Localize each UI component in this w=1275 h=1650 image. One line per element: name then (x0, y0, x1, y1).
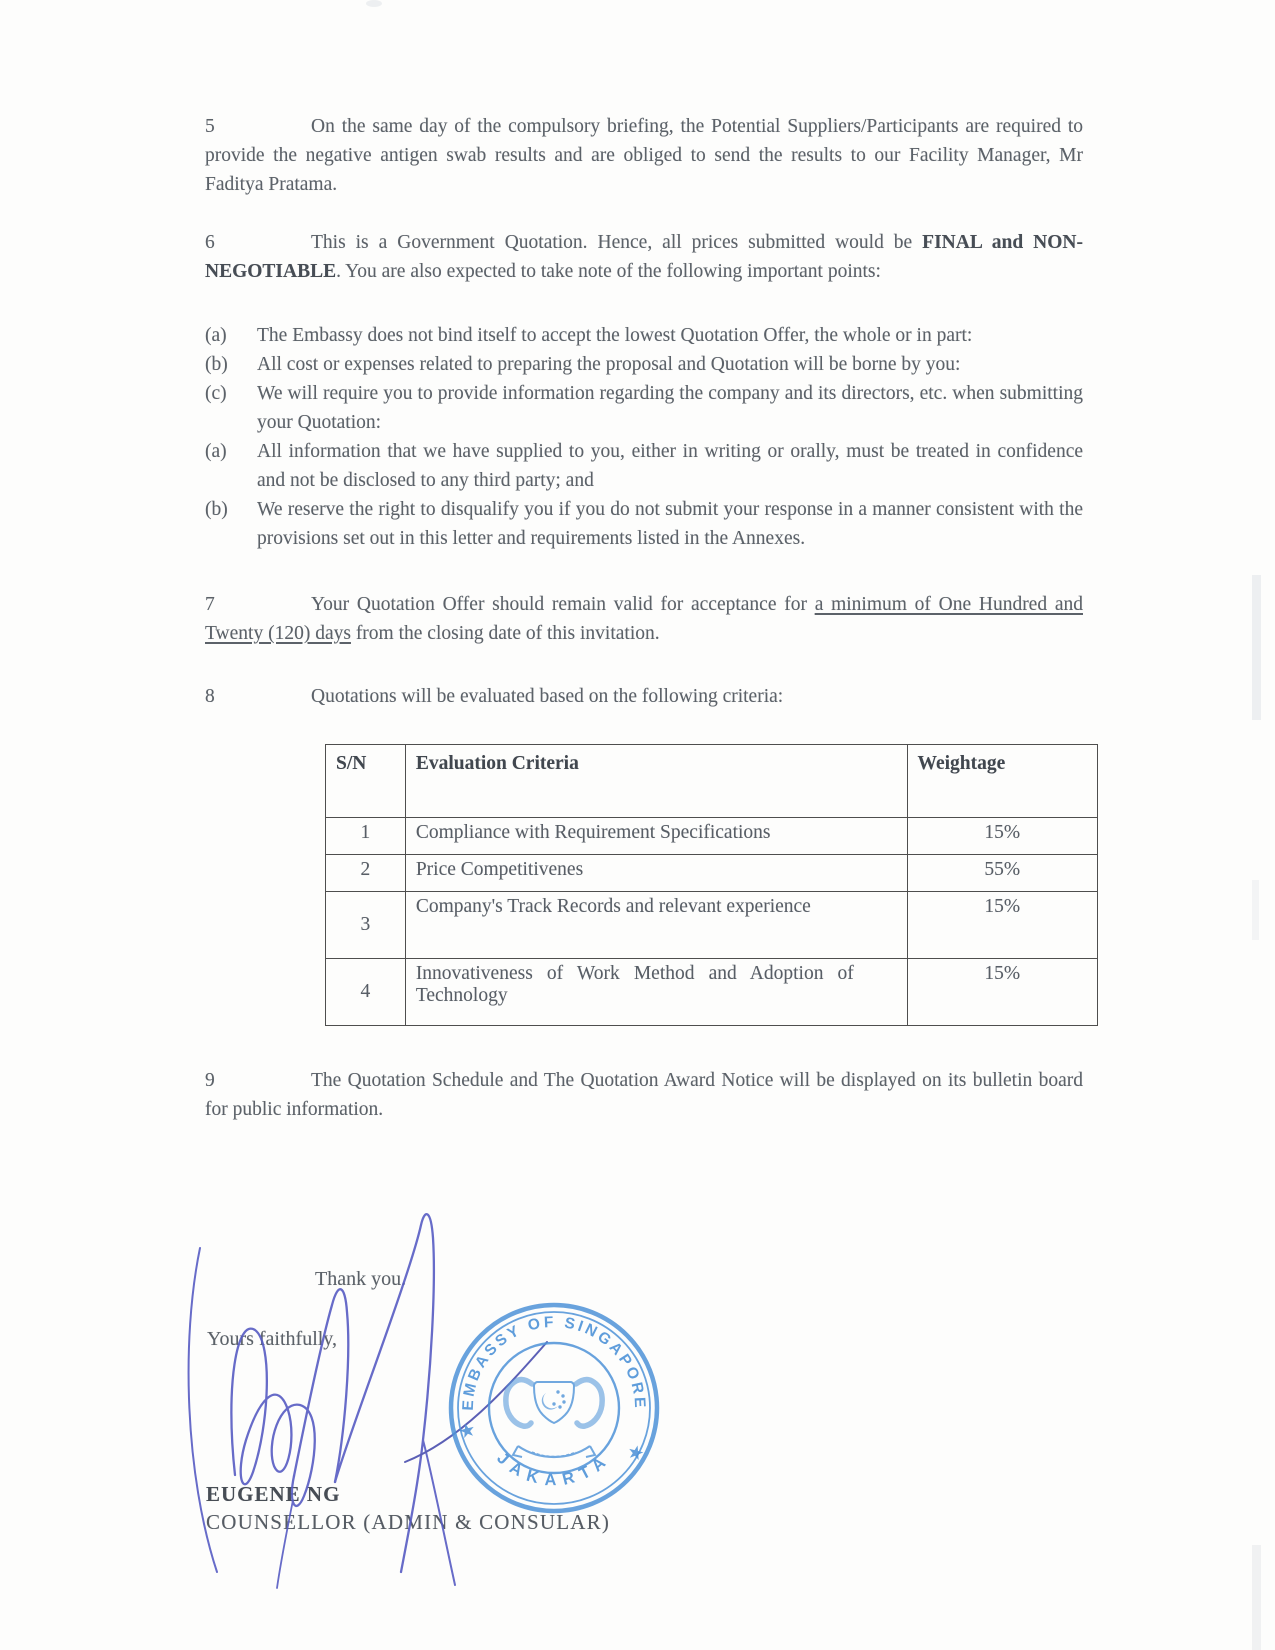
evaluation-table-container (325, 744, 1098, 1026)
paragraph-7-text-1: Your Quotation Offer should remain valid for acceptance for (311, 594, 815, 615)
paragraph-8-number: 8 (205, 686, 215, 707)
paragraph-8-text: Quotations will be evaluated based on the following criteria: (311, 686, 784, 707)
paragraph-9-text: The Quotation Schedule and The Quotation Award Notice will be displayed on its bulletin board for public information. (205, 1070, 1083, 1120)
svg-text:EMBASSY OF SINGAPORE (460, 1314, 648, 1411)
stamp-inner-ring (489, 1343, 619, 1473)
cell-criteria: Innovativeness of Work Method and Adoption of Technology (405, 959, 907, 1026)
header-weightage: Weightage (907, 745, 1097, 818)
table-row (326, 892, 1098, 959)
paragraph-8 (205, 682, 1083, 711)
stamp-right-star-icon: ★ (624, 1441, 647, 1466)
stamp-left-star-icon: ★ (456, 1419, 479, 1444)
list-item (205, 350, 1083, 379)
header-criteria: Evaluation Criteria (405, 745, 907, 818)
signer-name: EUGENE NG (206, 1482, 341, 1506)
svg-text:JAKARTA (493, 1449, 614, 1489)
list-item-label: (c) (205, 383, 227, 404)
paragraph-6-text-2: . You are also expected to take note of the following important points: (336, 261, 881, 282)
scan-artifact (366, 0, 382, 7)
stamp-outer-ring (451, 1305, 657, 1511)
cell-weightage: 15% (907, 959, 1097, 1026)
list-item-text: We will require you to provide information regarding the company and its directors, etc. when submitting your Quotation: (257, 383, 1083, 433)
list-item-label: (b) (205, 354, 228, 375)
scan-artifact (1252, 880, 1259, 940)
paragraph-5-text: On the same day of the compulsory briefing, the Potential Suppliers/Participants are required to provide the negative antigen swab results and are obliged to send the results to our Facility Manager, Mr Faditya Pratama. (205, 116, 1083, 195)
cell-criteria: Company's Track Records and relevant experience (405, 892, 907, 959)
paragraph-5-number: 5 (205, 116, 215, 137)
cell-sn: 4 (326, 959, 406, 1026)
list-item-label: (b) (205, 499, 228, 520)
handwritten-signature (175, 1200, 595, 1600)
paragraph-7 (205, 590, 1083, 648)
table-row (326, 855, 1098, 892)
paragraph-6-text-1: This is a Government Quotation. Hence, all prices submitted would be (311, 232, 923, 253)
paragraph-9 (205, 1066, 1083, 1124)
paragraph-6-number: 6 (205, 232, 215, 253)
list-item (205, 321, 1083, 350)
list-item (205, 379, 1083, 437)
cell-sn: 3 (326, 892, 406, 959)
list-item (205, 495, 1083, 553)
list-item-label: (a) (205, 325, 227, 346)
paragraph-6-bold-text: FINAL and NON-NEGOTIABLE (205, 232, 1083, 282)
cell-weightage: 55% (907, 855, 1097, 892)
cell-weightage: 15% (907, 818, 1097, 855)
list-item-text: All cost or expenses related to preparing the proposal and Quotation will be borne by you: (257, 354, 961, 375)
paragraph-6 (205, 228, 1083, 286)
list-item-text: We reserve the right to disqualify you if you do not submit your response in a manner consistent with the provisions set out in this letter and requirements listed in the Annexes. (257, 499, 1083, 549)
letter-body (205, 0, 1083, 1124)
cell-sn: 1 (326, 818, 406, 855)
paragraph-7-text-2: from the closing date of this invitation. (350, 623, 660, 644)
embassy-stamp (446, 1300, 662, 1516)
stamp-top-text: EMBASSY OF SINGAPORE (459, 1313, 649, 1411)
singapore-crest-icon (506, 1380, 602, 1457)
evaluation-criteria-table (325, 744, 1098, 1026)
scan-artifact (1252, 1545, 1261, 1650)
cell-weightage: 15% (907, 892, 1097, 959)
paragraph-7-number: 7 (205, 594, 215, 615)
header-sn: S/N (326, 745, 406, 818)
list-item (205, 437, 1083, 495)
paragraph-5 (205, 112, 1083, 199)
cell-criteria: Price Competitivenes (405, 855, 907, 892)
thank-you-text: Thank you. (315, 1268, 407, 1290)
list-item-text: The Embassy does not bind itself to accept the lowest Quotation Offer, the whole or in part: (257, 325, 973, 346)
list-item-label: (a) (205, 441, 227, 462)
signer-title: COUNSELLOR (ADMIN & CONSULAR) (206, 1510, 611, 1534)
conditions-list (205, 321, 1083, 553)
table-row (326, 959, 1098, 1026)
paragraph-9-number: 9 (205, 1070, 215, 1091)
table-header-row (326, 745, 1098, 818)
stamp-bottom-text: JAKARTA (493, 1448, 615, 1490)
scan-artifact (1252, 575, 1261, 720)
cell-sn: 2 (326, 855, 406, 892)
salutation-text: Yours faithfully, (207, 1328, 338, 1350)
table-row (326, 818, 1098, 855)
list-item-text: All information that we have supplied to you, either in writing or orally, must be treated in confidence and not be disclosed to any third party; and (257, 441, 1083, 491)
paragraph-7-underlined-text: a minimum of One Hundred and Twenty (120) days (205, 594, 1083, 644)
cell-criteria: Compliance with Requirement Specifications (405, 818, 907, 855)
